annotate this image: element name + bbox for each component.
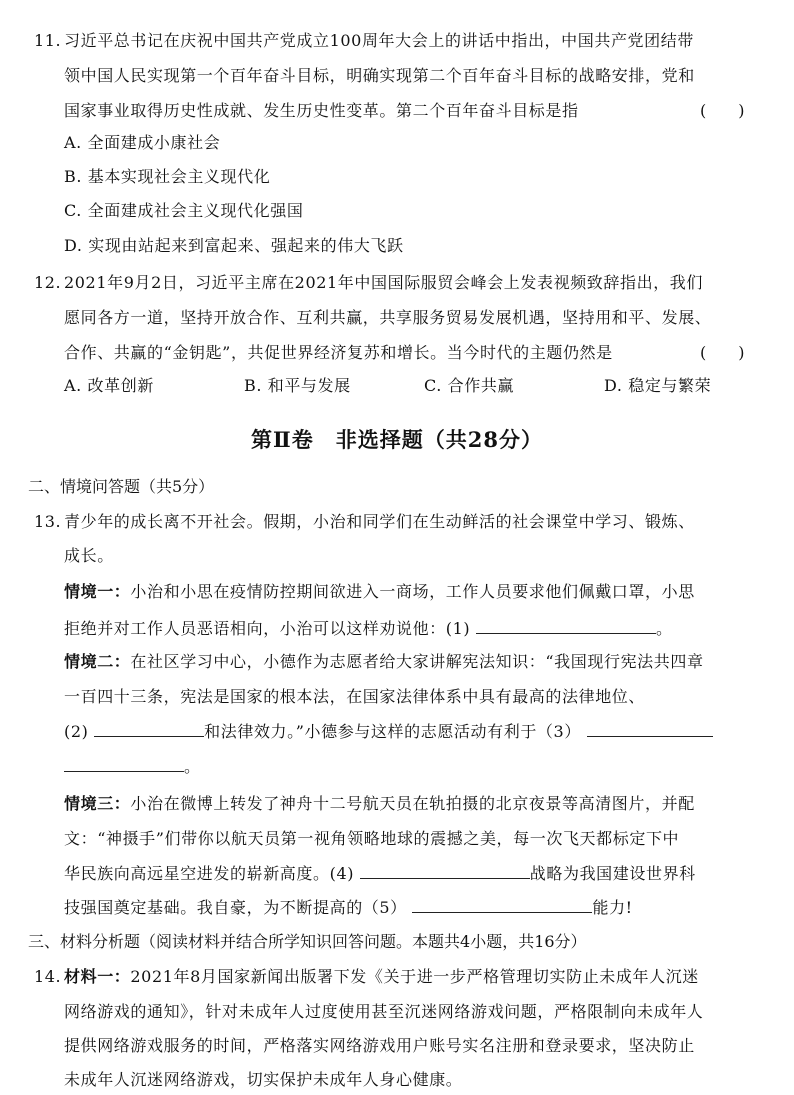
scenario3-label: 情境三： — [64, 794, 131, 813]
q12-option-b: B. 和平与发展 — [244, 376, 351, 395]
answer-blank-3b[interactable] — [64, 755, 184, 772]
q12-number: 12. — [34, 273, 62, 292]
q12-option-d: D. 稳定与繁荣 — [604, 376, 712, 395]
q11-stem-line3: 国家事业取得历史性成就、发生历史性变革。第二个百年奋斗目标是指 — [64, 101, 579, 120]
q11-option-d: D. 实现由站起来到富起来、强起来的伟大飞跃 — [64, 236, 404, 255]
scenario2-end: 。 — [184, 757, 201, 776]
q11-option-b: B. 基本实现社会主义现代化 — [64, 167, 271, 186]
q13-scenario2-line3 — [64, 720, 713, 743]
answer-blank-5[interactable] — [412, 896, 592, 913]
answer-blank-3a[interactable] — [587, 720, 713, 737]
section3-heading — [28, 931, 587, 953]
material1-text1: 2021年8月国家新闻出版署下发《关于进一步严格管理切实防止未成年人沉迷 — [130, 967, 699, 986]
q12-stem-line2: 愿同各方一道，坚持开放合作、互利共赢，共享服务贸易发展机遇，坚持用和平、发展、 — [64, 308, 712, 327]
scenario1-end: 。 — [655, 619, 673, 638]
scenario1-text2: 拒绝并对工作人员恶语相向，小治可以这样劝说他：(1) — [64, 619, 471, 638]
q11-stem-line2: 领中国人民实现第一个百年奋斗目标，明确实现第二个百年奋斗目标的战略安排，党和 — [64, 66, 695, 85]
q11-answer-paren: ( ) — [700, 101, 745, 120]
q11-option-a: A. 全面建成小康社会 — [64, 133, 221, 152]
q13-scenario3-line2: 文：“神摄手”们带你以航天员第一视角领略地球的震撼之美，每一次飞天都标定下中 — [64, 829, 680, 848]
q13-intro-line1: 青少年的成长离不开社会。假期，小治和同学们在生动鲜活的社会课堂中学习、锻炼、 — [64, 512, 695, 531]
scenario2-num2: (2) — [64, 722, 89, 741]
scenario2-text1: 在社区学习中心，小德作为志愿者给大家讲解宪法知识：“我国现行宪法共四章 — [130, 652, 704, 671]
q14-material1-line1 — [64, 966, 699, 988]
q11-option-c: C. 全面建成社会主义现代化强国 — [64, 201, 304, 220]
scenario1-label: 情境一： — [64, 582, 131, 601]
scenario2-label: 情境二： — [64, 652, 131, 671]
q12-answer-paren: ( ) — [700, 343, 745, 362]
q13-scenario2-line1 — [64, 651, 704, 673]
scenario3-text3b: 战略为我国建设世界科 — [529, 864, 696, 883]
section3-instruction: （阅读材料并结合所学知识回答问题。本题共4小题，共16分） — [140, 932, 587, 951]
section2-heading: 二、情境问答题（共5分） — [28, 477, 215, 496]
answer-blank-4[interactable] — [360, 862, 530, 879]
scenario3-text3: 华民族向高远星空进发的崭新高度。(4) — [64, 864, 355, 883]
q13-intro-line2: 成长。 — [64, 546, 114, 565]
q13-scenario2-line2: 一百四十三条，宪法是国家的根本法，在国家法律体系中具有最高的法律地位、 — [64, 687, 646, 706]
scenario3-text4: 技强国奠定基础。我自豪，为不断提高的（5） — [64, 898, 407, 917]
q13-scenario2-line4 — [64, 755, 201, 778]
scenario3-text1: 小治在微博上转发了神舟十二号航天员在轨拍摄的北京夜景等高清图片，并配 — [130, 794, 695, 813]
scenario2-text3: 和法律效力。”小德参与这样的志愿活动有利于（3） — [204, 722, 581, 741]
scenario1-text1: 小治和小思在疫情防控期间欲进入一商场，工作人员要求他们佩戴口罩，小思 — [130, 582, 695, 601]
q14-number: 14. — [34, 967, 62, 986]
section3-title: 三、材料分析题 — [28, 932, 141, 951]
q13-number: 13. — [34, 512, 62, 531]
q13-scenario1-line2 — [64, 617, 673, 640]
q12-stem-line1: 2021年9月2日，习近平主席在2021年中国国际服贸会峰会上发表视频致辞指出，我们 — [64, 273, 703, 292]
q13-scenario3-line1 — [64, 793, 695, 815]
material1-label: 材料一： — [64, 967, 131, 986]
q13-scenario3-line4 — [64, 896, 633, 919]
q13-scenario1-line1 — [64, 581, 695, 603]
q13-scenario3-line3 — [64, 862, 696, 885]
q14-material1-line3: 提供网络游戏服务的时间，严格落实网络游戏用户账号实名注册和登录要求，坚决防止 — [64, 1036, 695, 1055]
q12-option-c: C. 合作共赢 — [424, 376, 515, 395]
q14-material1-line2: 网络游戏的通知》，针对未成年人过度使用甚至沉迷网络游戏问题，严格限制向未成年人 — [64, 1002, 704, 1021]
scenario3-text4b: 能力! — [592, 898, 633, 917]
part2-title: 第Ⅱ卷 非选择题（共28分） — [251, 427, 543, 452]
q12-stem-line3: 合作、共赢的“金钥匙”，共促世界经济复苏和增长。当今时代的主题仍然是 — [64, 343, 613, 362]
answer-blank-1[interactable] — [476, 617, 656, 634]
q11-number: 11. — [34, 31, 62, 50]
q12-option-a: A. 改革创新 — [64, 376, 154, 395]
q11-stem-line1: 习近平总书记在庆祝中国共产党成立100周年大会上的讲话中指出，中国共产党团结带 — [64, 31, 694, 50]
answer-blank-2[interactable] — [94, 720, 204, 737]
q14-material1-line4: 未成年人沉迷网络游戏，切实保护未成年人身心健康。 — [64, 1070, 463, 1089]
